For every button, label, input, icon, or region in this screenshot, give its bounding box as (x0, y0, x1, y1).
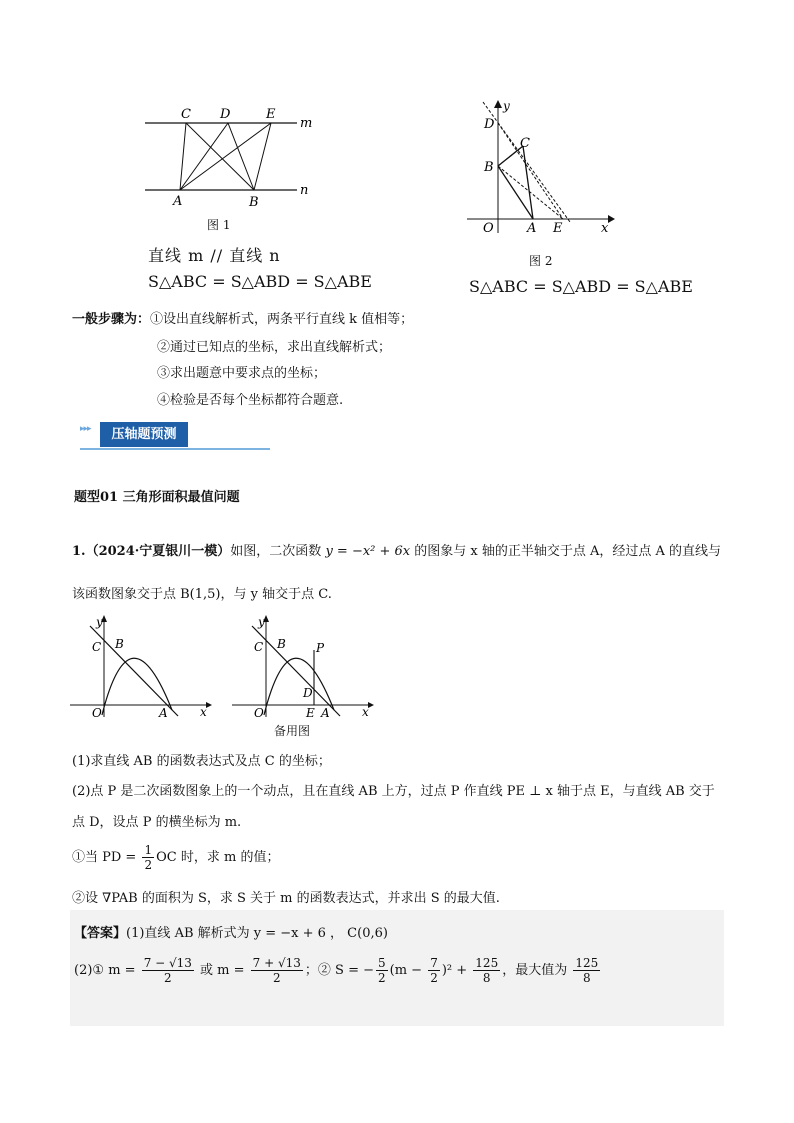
fig1-caption: 图 1 (207, 218, 231, 232)
fig1-label-b: B (249, 195, 259, 210)
fig1-label-c: C (181, 107, 191, 122)
fig2-label-o: O (483, 221, 494, 236)
fig2-label-b: B (484, 160, 494, 175)
question-1: (1)求直线 AB 的函数表达式及点 C 的坐标； (72, 754, 331, 769)
svg-text:A: A (321, 706, 330, 720)
fig2-caption: 图 2 (529, 254, 553, 268)
question-2-line-2: 点 D，设点 P 的横坐标为 m. (72, 815, 242, 830)
svg-text:O: O (254, 706, 264, 720)
answer-label: 【答案】 (74, 926, 127, 941)
fig2-label-y: y (503, 99, 510, 113)
fig2-label-d: D (484, 117, 495, 132)
problem-line-2: 该函数图象交于点 B(1,5)，与 y 轴交于点 C. (72, 587, 332, 602)
figure-1 (140, 100, 330, 220)
section-title: 题型01 三角形面积最值问题 (74, 490, 240, 505)
section-banner (80, 420, 190, 452)
fig2-label-e: E (553, 221, 563, 236)
question-2-1: ①当 PD = $\frac{1}{2}$ OC 时，求 m 的值； (72, 843, 280, 872)
banner-label: 压轴题预测 (100, 422, 188, 447)
step-item: ③求出题意中要求点的坐标； (157, 366, 327, 381)
problem-figure-main (68, 612, 218, 722)
fig1-parallel-text: 直线 m // 直线 n (148, 246, 281, 265)
step-item: ①设出直线解析式，两条平行直线 k 值相等； (150, 312, 414, 327)
svg-text:E: E (306, 706, 315, 720)
steps-block (72, 308, 413, 327)
fig2-label-x: x (601, 221, 609, 236)
svg-text:D: D (303, 686, 313, 700)
svg-text:P: P (316, 641, 325, 655)
svg-text:x: x (362, 705, 369, 719)
svg-text:B: B (115, 637, 124, 651)
answer-line-2: (2)① m = $\frac{7 - √13}{2}$ 或 m = $\frac{7 + √13}{2}$ ；② S = − $\frac{5}{2}$ (m − $\frac{7}{2}$ )² + $\frac{125}{8}$ ，最大值为 $\frac{125}{8}$ (74, 956, 599, 985)
question-2-2: ②设 ∇PAB 的面积为 S，求 S 关于 m 的函数表达式，并求出 S 的最大值. (72, 891, 500, 906)
fig2-label-c: C (520, 136, 530, 151)
problem-figure-backup (230, 612, 380, 722)
fig1-label-e: E (266, 107, 276, 122)
fig2-area-text: S△ABC = S△ABD = S△ABE (469, 277, 693, 296)
svg-text:y: y (96, 615, 103, 629)
fig2-label-a: A (527, 221, 537, 236)
svg-text:x: x (200, 705, 207, 719)
step-item: ④检验是否每个坐标都符合题意. (157, 393, 344, 408)
svg-text:B: B (277, 637, 286, 651)
fig1-area-text: S△ABC = S△ABD = S△ABE (148, 272, 372, 291)
fig1-label-a: A (173, 194, 183, 209)
svg-text:y: y (258, 615, 265, 629)
fig1-label-m: m (300, 116, 313, 131)
backup-figure-caption: 备用图 (274, 724, 311, 738)
svg-text:O: O (92, 706, 102, 720)
answer-line-1: 【答案】(1)直线 AB 解析式为 y = −x + 6 ， C(0,6) (74, 926, 388, 941)
problem-number: 1. (72, 544, 86, 559)
problem-equation: y = −x² + 6x (325, 544, 411, 559)
problem-source: （2024·宁夏银川一模） (85, 544, 231, 559)
problem-line-1: 1.（2024·宁夏银川一模）如图，二次函数 y = −x² + 6x 的图象与 x 轴的正半轴交于点 A，经过点 A 的直线与 (72, 544, 722, 559)
svg-text:C: C (92, 640, 102, 654)
fig1-label-n: n (300, 183, 309, 198)
fig1-label-d: D (220, 107, 231, 122)
svg-text:C: C (254, 640, 264, 654)
arrow-dots-icon: ▸▸▸ (80, 424, 91, 434)
question-2-line-1: (2)点 P 是二次函数图象上的一个动点，且在直线 AB 上方，过点 P 作直线 PE ⊥ x 轴于点 E，与直线 AB 交于 (72, 784, 715, 799)
steps-heading: 一般步骤为： (72, 312, 151, 327)
svg-text:A: A (159, 706, 168, 720)
step-item: ②通过已知点的坐标，求出直线解析式； (157, 340, 392, 355)
figure-2 (465, 98, 625, 238)
